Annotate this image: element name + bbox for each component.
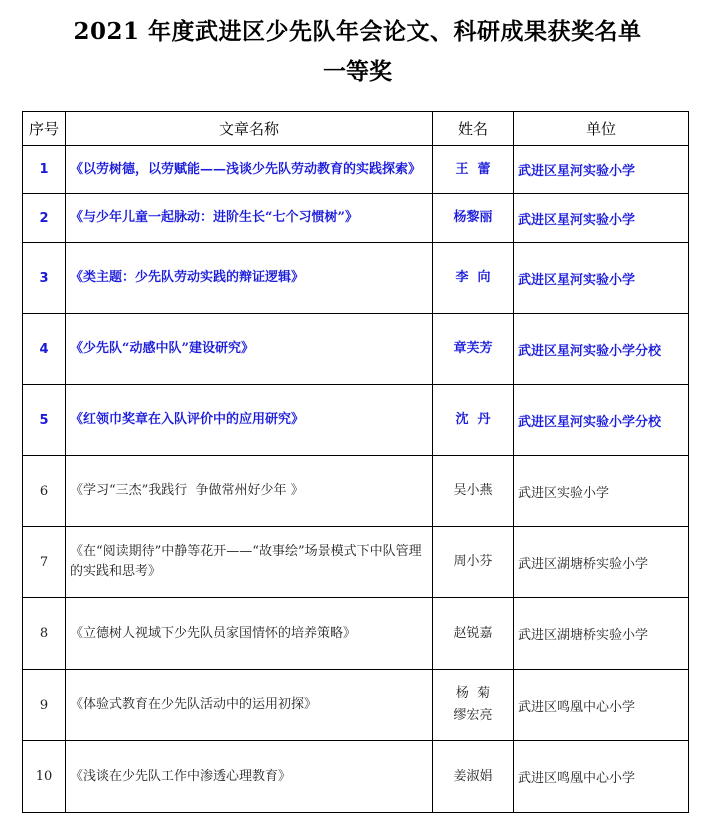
table-row (23, 527, 689, 598)
column-header-unit: 单位 (514, 112, 689, 146)
row-number: 1 (23, 146, 66, 194)
author-name: 缪宏亮 (453, 708, 493, 723)
author-name: 杨黎丽 (453, 210, 493, 225)
unit-name: 武进区鸣凰中心小学 (514, 670, 689, 741)
column-header-title: 文章名称 (66, 112, 433, 146)
author-name: 沈 丹 (455, 412, 491, 427)
row-number: 8 (23, 598, 66, 670)
row-number: 2 (23, 194, 66, 243)
table-row (23, 243, 689, 314)
author-name: 周小芬 (453, 554, 493, 569)
article-title: 《学习“三杰”我践行 争做常州好少年 》 (66, 456, 433, 527)
author-cell (433, 243, 514, 314)
column-header-name: 姓名 (433, 112, 514, 146)
row-number: 5 (23, 385, 66, 456)
author-cell (433, 314, 514, 385)
unit-name: 武进区星河实验小学分校 (514, 385, 689, 456)
unit-name: 武进区湖塘桥实验小学 (514, 598, 689, 670)
row-number: 6 (23, 456, 66, 527)
table-row (23, 146, 689, 194)
row-number: 4 (23, 314, 66, 385)
author-cell (433, 741, 514, 813)
article-title: 《立德树人视域下少先队员家国情怀的培养策略》 (66, 598, 433, 670)
author-name: 王 蕾 (455, 161, 491, 177)
unit-name: 武进区实验小学 (514, 456, 689, 527)
document-title: 2021 年度武进区少先队年会论文、科研成果获奖名单 (73, 18, 642, 45)
article-title: 《类主题：少先队劳动实践的辩证逻辑》 (66, 243, 433, 314)
unit-name: 武进区湖塘桥实验小学 (514, 527, 689, 598)
article-title: 《与少年儿童一起脉动：进阶生长“七个习惯树”》 (66, 194, 433, 243)
author-name: 赵锐嘉 (453, 625, 493, 641)
table-row (23, 670, 689, 741)
author-cell (433, 527, 514, 598)
article-title: 《体验式教育在少先队活动中的运用初探》 (66, 670, 433, 741)
unit-name: 武进区星河实验小学 (514, 194, 689, 243)
row-number: 7 (23, 527, 66, 598)
author-cell (433, 194, 514, 243)
award-table (22, 111, 689, 813)
table-row (23, 385, 689, 456)
row-number: 3 (23, 243, 66, 314)
author-name: 章芙芳 (453, 341, 493, 356)
article-title: 《浅谈在少先队工作中渗透心理教育》 (66, 741, 433, 813)
article-title: 《少先队“动感中队”建设研究》 (66, 314, 433, 385)
table-row (23, 314, 689, 385)
author-name: 吴小燕 (453, 483, 493, 498)
table-row (23, 456, 689, 527)
article-title: 《红领巾奖章在入队评价中的应用研究》 (66, 385, 433, 456)
author-name: 李 向 (455, 270, 491, 285)
unit-name: 武进区星河实验小学分校 (514, 314, 689, 385)
award-level-heading: 一等奖 (323, 58, 392, 85)
row-number: 9 (23, 670, 66, 741)
table-row (23, 741, 689, 813)
table-header-row (23, 112, 689, 146)
author-cell (433, 456, 514, 527)
column-header-number: 序号 (23, 112, 66, 146)
row-number: 10 (23, 741, 66, 813)
table-row (23, 598, 689, 670)
author-cell (433, 670, 514, 741)
unit-name: 武进区星河实验小学 (514, 146, 689, 194)
author-cell (433, 146, 514, 194)
author-cell (433, 385, 514, 456)
unit-name: 武进区鸣凰中心小学 (514, 741, 689, 813)
article-title: 《以劳树德，以劳赋能——浅谈少先队劳动教育的实践探索》 (66, 146, 433, 194)
author-cell (433, 598, 514, 670)
article-title: 《在“阅读期待”中静等花开——“故事绘”场景模式下中队管理的实践和思考》 (66, 527, 433, 598)
table-row (23, 194, 689, 243)
author-name: 杨 菊 (455, 686, 491, 701)
unit-name: 武进区星河实验小学 (514, 243, 689, 314)
author-name: 姜淑娟 (453, 768, 493, 784)
